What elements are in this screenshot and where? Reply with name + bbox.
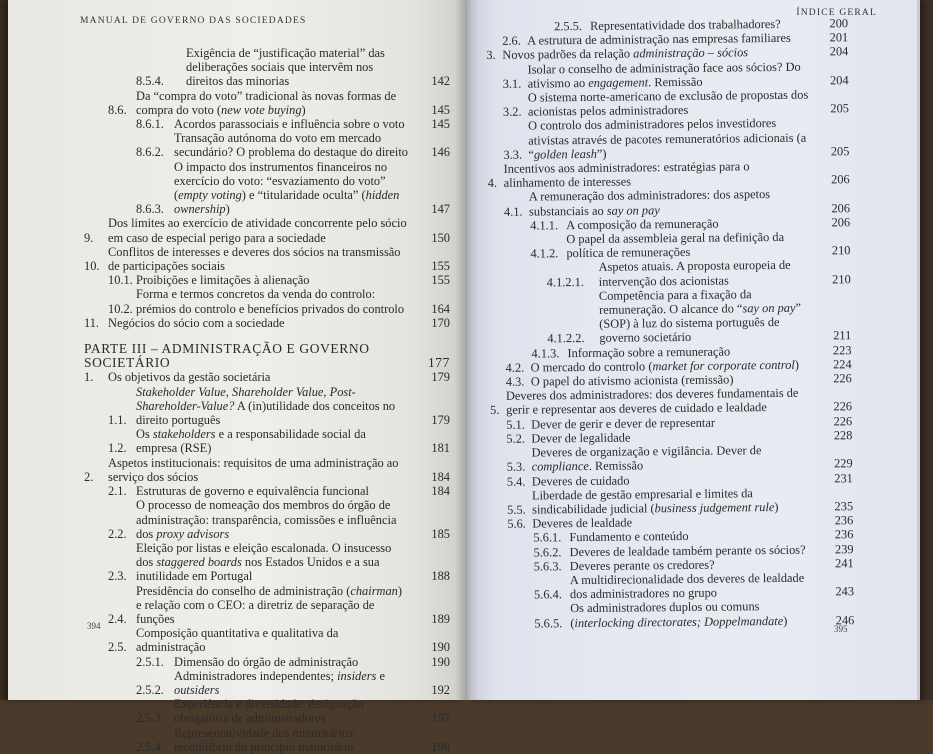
toc-entry (490, 385, 852, 417)
entry-page: 226 (833, 413, 853, 429)
entry-title: Os objetivos da gestão societária (108, 370, 271, 385)
toc-entry (84, 287, 450, 315)
entry-number: 3.2. (502, 104, 522, 120)
toc-entry (488, 187, 850, 219)
entry-number: 2.5. (108, 640, 127, 655)
entry-page: 246 (835, 612, 855, 627)
entry-number: 5.4. (506, 474, 526, 489)
entry-title: Estruturas de governo e equivalência funcional (136, 484, 369, 499)
entry-number: 1.1. (108, 413, 127, 428)
entry-number: 10.2. (108, 301, 133, 316)
toc-entry (487, 87, 849, 119)
toc-entry (84, 46, 450, 89)
entry-number: 2.3. (108, 569, 127, 584)
entry-title: Dimensão do órgão de administração (174, 654, 359, 669)
entry-number: 11. (84, 315, 100, 330)
entry-title: Representatividade dos trabalhadores? (589, 16, 781, 33)
entry-number: 5.6.5. (534, 615, 563, 631)
entry-page: 147 (431, 202, 450, 217)
toc-entry (84, 245, 450, 273)
toc-entry (492, 570, 854, 602)
entry-title: O papel do ativismo acionista (remissão) (530, 372, 734, 389)
entry-number: 9. (84, 230, 94, 245)
entry-page: 226 (833, 399, 853, 414)
entry-title: Deveres perante os credores? (569, 557, 715, 573)
entry-page: 184 (431, 484, 450, 499)
entry-title: Dever de legalidade (531, 430, 631, 446)
left-page (8, 0, 467, 754)
entry-page: 241 (835, 555, 854, 571)
entry-number: 3.1. (502, 76, 522, 91)
entry-number: 5.6. (507, 516, 526, 531)
entry-number: 4. (487, 176, 498, 191)
entry-title: Deveres dos administradores: dos deveres fundamentais de gerir e representar aos deveres de cuidado e lealdade (505, 386, 799, 418)
entry-title: Aspetos institucionais: requisitos de uma administração ao serviço dos sócios (108, 455, 399, 484)
toc-entry (489, 258, 851, 290)
toc-entry (84, 484, 450, 498)
entry-title: Proibições e limitações à alienação (136, 273, 310, 288)
entry-title: O papel da assembleia geral na definição da política de remunerações (566, 229, 785, 261)
entry-number: 10. (84, 259, 100, 274)
entry-title: Deveres de lealdade (532, 515, 633, 531)
entry-title: A multidirecionalidade dos deveres de lealdade dos administradores no grupo (569, 570, 805, 602)
entry-title: Composição quantitativa e qualitativa da administração (136, 626, 339, 655)
entry-page: 205 (830, 101, 850, 116)
entry-number: 2.1. (108, 484, 127, 499)
entry-page: 235 (834, 499, 854, 514)
entry-page: 142 (431, 74, 450, 89)
entry-title: Novos padrões da relação administração – sócios (502, 45, 749, 63)
entry-title: A composição da remuneração (566, 216, 719, 233)
toc-entry (84, 498, 450, 541)
entry-page: 155 (431, 259, 450, 274)
entry-number: 8.6. (108, 102, 127, 117)
entry-page: 197 (431, 711, 450, 726)
toc-entry (84, 456, 450, 484)
entry-number: 5.2. (506, 431, 526, 446)
entry-number: 5.6.2. (533, 544, 562, 560)
entry-title: O mercado do controlo (market for corporate control) (530, 357, 800, 375)
entry-title: Stakeholder Value, Shareholder Value, Post-Shareholder-Value? A (in)utilidade dos conceitos no direito português (136, 384, 396, 428)
entry-number: 5.6.1. (533, 530, 562, 545)
entry-number: 2.5.3. (136, 711, 164, 726)
entry-title: Conflitos de interesses e deveres dos sócios na transmissão de participações sociais (108, 244, 401, 274)
entry-title: O processo de nomeação dos membros do órgão de administração: transparência, comissões e influência dos proxy advisors (136, 498, 397, 541)
entry-number: 2.5.5. (553, 18, 583, 34)
toc-entry (492, 599, 854, 631)
toc-entry (490, 442, 852, 474)
toc-entry (84, 216, 450, 244)
entry-title: Os administradores duplos ou comuns (interlocking directorates; Doppelmandate) (570, 599, 788, 630)
toc-entry (84, 385, 450, 428)
entry-page: 243 (835, 584, 855, 599)
entry-title: Deveres de lealdade também perante os sócios? (569, 542, 806, 559)
toc-entry (487, 158, 849, 190)
entry-page: 188 (431, 569, 450, 584)
entry-page: 185 (431, 526, 450, 541)
entry-page: 198 (431, 739, 450, 754)
entry-number: 5.1. (506, 417, 525, 432)
entry-number: 4.2. (505, 360, 525, 375)
entry-number: 1. (84, 370, 94, 385)
entry-title: Eleição por listas e eleição escalonada. O insucesso dos staggered boards nos Estados Unidos e a sua inutilidade em Portugal (136, 540, 392, 584)
toc-list (486, 16, 854, 630)
entry-page: 236 (834, 513, 854, 528)
entry-number: 4.1.1. (530, 218, 559, 233)
entry-page: 223 (832, 342, 852, 358)
entry-page: 155 (431, 273, 450, 288)
toc-entry (84, 316, 450, 330)
entry-title: Forma e termos concretos da venda do controlo: prémios do controlo e benefícios privados do controlo (136, 287, 405, 316)
entry-title: O controlo dos administradores pelos investidores ativistas através de pacotes remuneratórios adicionais (a “golden leash”) (528, 116, 807, 162)
toc-entry (84, 273, 450, 287)
entry-number: 5.5. (507, 502, 526, 517)
entry-page: 190 (431, 640, 450, 655)
toc-entry (486, 59, 848, 91)
right-page (467, 0, 920, 700)
entry-title: Administradores independentes; insiders e outsiders (174, 668, 385, 697)
toc-entry (489, 286, 852, 347)
entry-page: 179 (431, 370, 450, 385)
toc-entry (84, 160, 450, 217)
entry-title: Presidência do conselho de administração (chairman) e relação com o CEO: a diretriz de separação de funções (136, 583, 402, 626)
entry-title: Dos limites ao exercício de atividade concorrente pelo sócio em caso de especial perigo para a sociedade (108, 216, 407, 245)
entry-number: 4.1.2.2. (547, 331, 585, 346)
entry-page: 200 (829, 16, 849, 31)
entry-page: 145 (431, 117, 450, 132)
entry-page: 150 (431, 230, 450, 245)
entry-page: 239 (834, 541, 854, 556)
entry-page: 231 (834, 470, 853, 485)
entry-title: Acordos parassociais e influência sobre o voto (174, 117, 405, 132)
toc-entry (84, 89, 450, 117)
entry-page: 226 (833, 371, 852, 386)
entry-number: 2.5.4. (136, 739, 164, 754)
entry-title: A remuneração dos administradores: dos aspetos substanciais ao say on pay (528, 187, 771, 219)
toc-entry (84, 427, 450, 455)
entry-number: 8.6.2. (136, 145, 164, 160)
entry-title: Da “compra do voto” tradicional às novas formas de compra do voto (new vote buying) (136, 88, 397, 117)
entry-page: 206 (831, 200, 851, 216)
entry-title: Deveres de cuidado (531, 473, 630, 489)
page-number: 394 (87, 621, 101, 631)
part-title: PARTE III – ADMINISTRAÇÃO E GOVERNO SOCIETÁRIO (84, 341, 370, 371)
toc-entry (84, 117, 450, 131)
running-head: MANUAL DE GOVERNO DAS SOCIEDADES (80, 16, 307, 26)
entry-page: 181 (431, 441, 450, 456)
entry-page: 229 (833, 456, 853, 471)
entry-page: 228 (833, 428, 853, 443)
toc-entry (488, 229, 850, 261)
entry-number: 3.3. (503, 147, 523, 162)
entry-number: 5.6.4. (533, 587, 562, 602)
entry-title: Informação sobre a remuneração (567, 344, 731, 360)
page-number: 395 (834, 624, 848, 634)
entry-page: 210 (831, 243, 851, 258)
entry-number: 5. (490, 403, 500, 418)
entry-page: 184 (431, 469, 450, 484)
toc-entry (84, 669, 450, 697)
entry-title: Isolar o conselho de administração face aos sócios? Do ativismo ao engagement. Remissão (527, 59, 801, 91)
entry-page: 211 (833, 328, 852, 343)
entry-page: 206 (831, 215, 851, 230)
entry-title: Deveres de organização e vigilância. Dever de compliance. Remissão (531, 443, 762, 474)
entry-number: 2. (84, 469, 94, 484)
part-page: 177 (427, 355, 450, 371)
entry-page: 192 (431, 682, 450, 697)
entry-title: O sistema norte-americano de exclusão de propostas dos acionistas pelos administradores (527, 87, 809, 119)
entry-title: Fundamento e conteúdo (569, 529, 689, 545)
entry-page: 206 (831, 172, 850, 187)
entry-number: 1.2. (108, 441, 127, 456)
toc-entry (84, 370, 450, 384)
entry-number: 2.5.1. (136, 654, 164, 669)
toc-entry (487, 116, 849, 162)
entry-page: 146 (431, 145, 450, 160)
entry-number: 10.1. (108, 273, 133, 288)
entry-title: Dever de gerir e dever de representar (531, 415, 715, 432)
entry-title: Negócios do sócio com a sociedade (108, 315, 285, 330)
entry-number: 8.6.1. (136, 117, 164, 132)
entry-number: 8.6.3. (136, 202, 164, 217)
running-head: ÍNDICE GERAL (796, 8, 877, 18)
entry-page: 236 (834, 527, 854, 542)
entry-title: A estrutura de administração nas empresas familiares (527, 31, 791, 48)
toc-entry (84, 726, 450, 754)
toc-entry (84, 584, 450, 627)
entry-page: 179 (431, 413, 450, 428)
entry-title: Exigência de “justificação material” das deliberações sociais que intervêm nos direitos das minorias (186, 46, 385, 89)
entry-page: 224 (832, 357, 852, 372)
entry-title: Aspetos atuais. A proposta europeia de intervenção dos acionistas (598, 258, 791, 289)
entry-page: 210 (832, 271, 851, 287)
toc-entry (84, 541, 450, 584)
entry-title: Representatividade dos minoritários: reequilíbrio do princípio maioritário (174, 725, 357, 754)
entry-number: 2.6. (502, 33, 521, 49)
entry-number: 4.1.2.1. (546, 274, 584, 290)
entry-number: 2.4. (108, 611, 127, 626)
toc-entry (84, 697, 450, 725)
entry-page: 189 (431, 611, 450, 626)
entry-number: 4.1. (503, 204, 523, 219)
toc-list (84, 46, 450, 754)
entry-page: 204 (829, 73, 849, 88)
entry-title: Liberdade de gestão empresarial e limites da sindicabilidade judicial (business judgement rule) (531, 485, 779, 517)
toc-entry (84, 626, 450, 654)
entry-title: Os stakeholders e a responsabilidade social da empresa (RSE) (136, 427, 366, 456)
entry-page: 205 (830, 144, 850, 159)
entry-number: 8.5.4. (136, 74, 164, 89)
entry-number: 4.3. (505, 374, 525, 389)
entry-number: 4.1.2. (530, 246, 559, 261)
entry-page: 190 (431, 654, 450, 669)
entry-page: 164 (431, 301, 450, 316)
toc-entry (84, 655, 450, 669)
entry-number: 2.5.2. (136, 682, 164, 697)
entry-page: 201 (829, 30, 849, 45)
entry-title: Competência para a fixação da remuneração. O alcance do “say on pay” (SOP) à luz do sistema português de governo societário (598, 287, 802, 346)
entry-page: 170 (431, 315, 450, 330)
entry-number: 4.1.3. (531, 345, 560, 361)
part-heading (84, 342, 450, 370)
entry-number: 3. (486, 48, 496, 63)
entry-title: Experiência e diversidade: designação obrigatória de administradores (174, 697, 364, 726)
entry-number: 5.3. (506, 459, 526, 475)
entry-number: 5.6.3. (533, 558, 562, 574)
entry-title: Incentivos aos administradores: estratégias para o alinhamento de interesses (503, 159, 750, 191)
toc-entry (84, 131, 450, 159)
entry-title: Transação autónoma do voto em mercado secundário? O problema do destaque do direito (174, 131, 408, 160)
toc-entry (491, 485, 853, 517)
entry-page: 145 (431, 102, 450, 117)
entry-title: O impacto dos instrumentos financeiros no exercício do voto: “esvaziamento do voto” (empty voting) e “titularidade oculta” (hidden ownership) (174, 159, 400, 217)
entry-page: 204 (829, 44, 849, 59)
entry-number: 2.2. (108, 526, 127, 541)
